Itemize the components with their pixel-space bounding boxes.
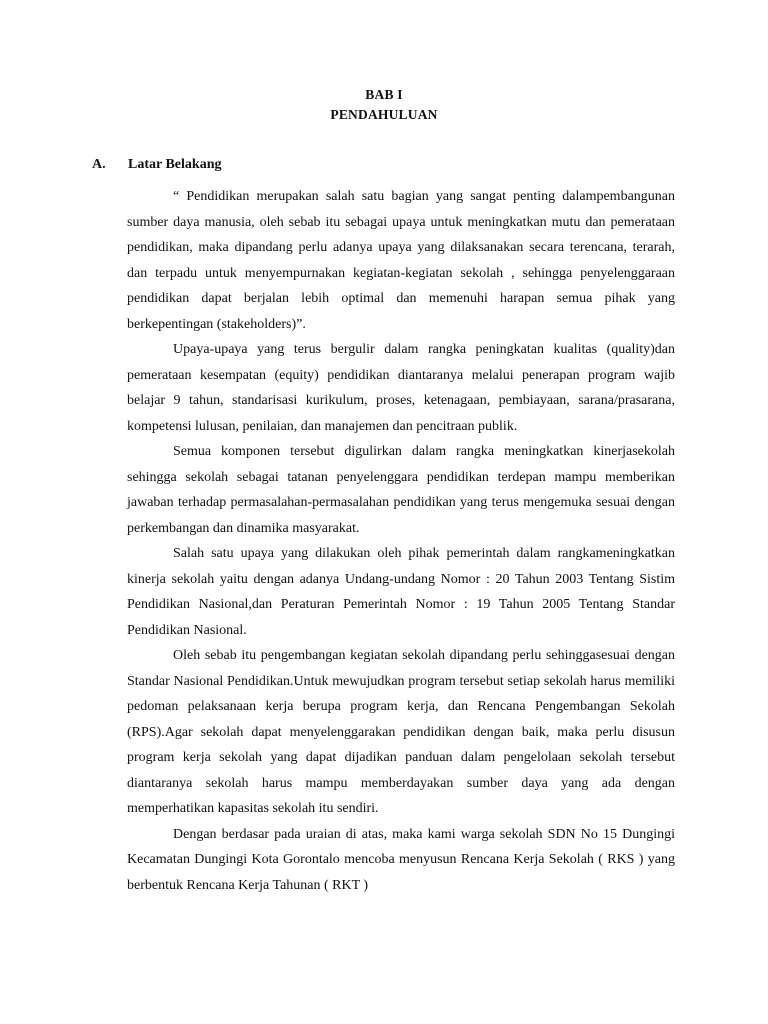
chapter-heading: BAB I [365, 87, 403, 102]
body-text [127, 184, 675, 898]
paragraph: “ Pendidikan merupakan salah satu bagian yang sangat penting dalampembangunan sumber daya manusia, oleh sebab itu sebagai upaya untuk meningkatkan mutu dan pemerataan pendidikan, maka dipandang perlu adanya upaya yang dilaksanakan secara terencana, terarah, dan terpadu untuk menyempurnakan kegiatan-kegiatan sekolah , sehingga penyelenggaraan pendidikan dapat berjalan lebih optimal dan memenuhi harapan semua pihak yang berkepentingan (stakeholders)”. [127, 189, 675, 332]
paragraph: Semua komponen tersebut digulirkan dalam rangka meningkatkan kinerjasekolah sehingga sekolah sebagai tatanan penyelenggara pendidikan terdepan mampu memberikan jawaban terhadap permasalahan-permasalahan pendidikan yang terus mengemuka sesuai dengan perkembangan dan dinamika masyarakat. [127, 444, 675, 536]
paragraph: Dengan berdasar pada uraian di atas, maka kami warga sekolah SDN No 15 Dungingi Kecamatan Dungingi Kota Gorontalo mencoba menyusun Rencana Kerja Sekolah ( RKS ) yang berbentuk Rencana Kerja Tahunan ( RKT ) [127, 826, 675, 893]
chapter-title: PENDAHULUAN [330, 107, 438, 122]
section-number: A. [92, 157, 106, 172]
section-heading [92, 157, 221, 173]
paragraph: Upaya-upaya yang terus bergulir dalam rangka peningkatan kualitas (quality)dan pemerataan kesempatan (equity) pendidikan diantaranya melalui penerapan program wajib belajar 9 tahun, standarisasi kurikulum, proses, ketenagaan, pembiayaan, sarana/prasarana, kompetensi lulusan, penilaian, dan manajemen dan pencitraan publik. [127, 342, 675, 434]
section-title: Latar Belakang [128, 157, 222, 172]
paragraph: Oleh sebab itu pengembangan kegiatan sekolah dipandang perlu sehinggasesuai dengan Standar Nasional Pendidikan.Untuk mewujudkan program tersebut setiap sekolah harus memiliki pedoman pelaksanaan kerja berupa program kerja, dan Rencana Pengembangan Sekolah (RPS).Agar sekolah dapat menyelenggarakan pendidikan dengan baik, maka perlu disusun program kerja sekolah yang dapat dijadikan panduan dalam pengelolaan sekolah tersebut diantaranya sekolah harus mampu memberdayakan sumber daya yang ada dengan memperhatikan kapasitas sekolah itu sendiri. [127, 648, 675, 816]
paragraph: Salah satu upaya yang dilakukan oleh pihak pemerintah dalam rangkameningkatkan kinerja sekolah yaitu dengan adanya Undang-undang Nomor : 20 Tahun 2003 Tentang Sistim Pendidikan Nasional,dan Peraturan Pemerintah Nomor : 19 Tahun 2005 Tentang Standar Pendidikan Nasional. [127, 546, 675, 638]
